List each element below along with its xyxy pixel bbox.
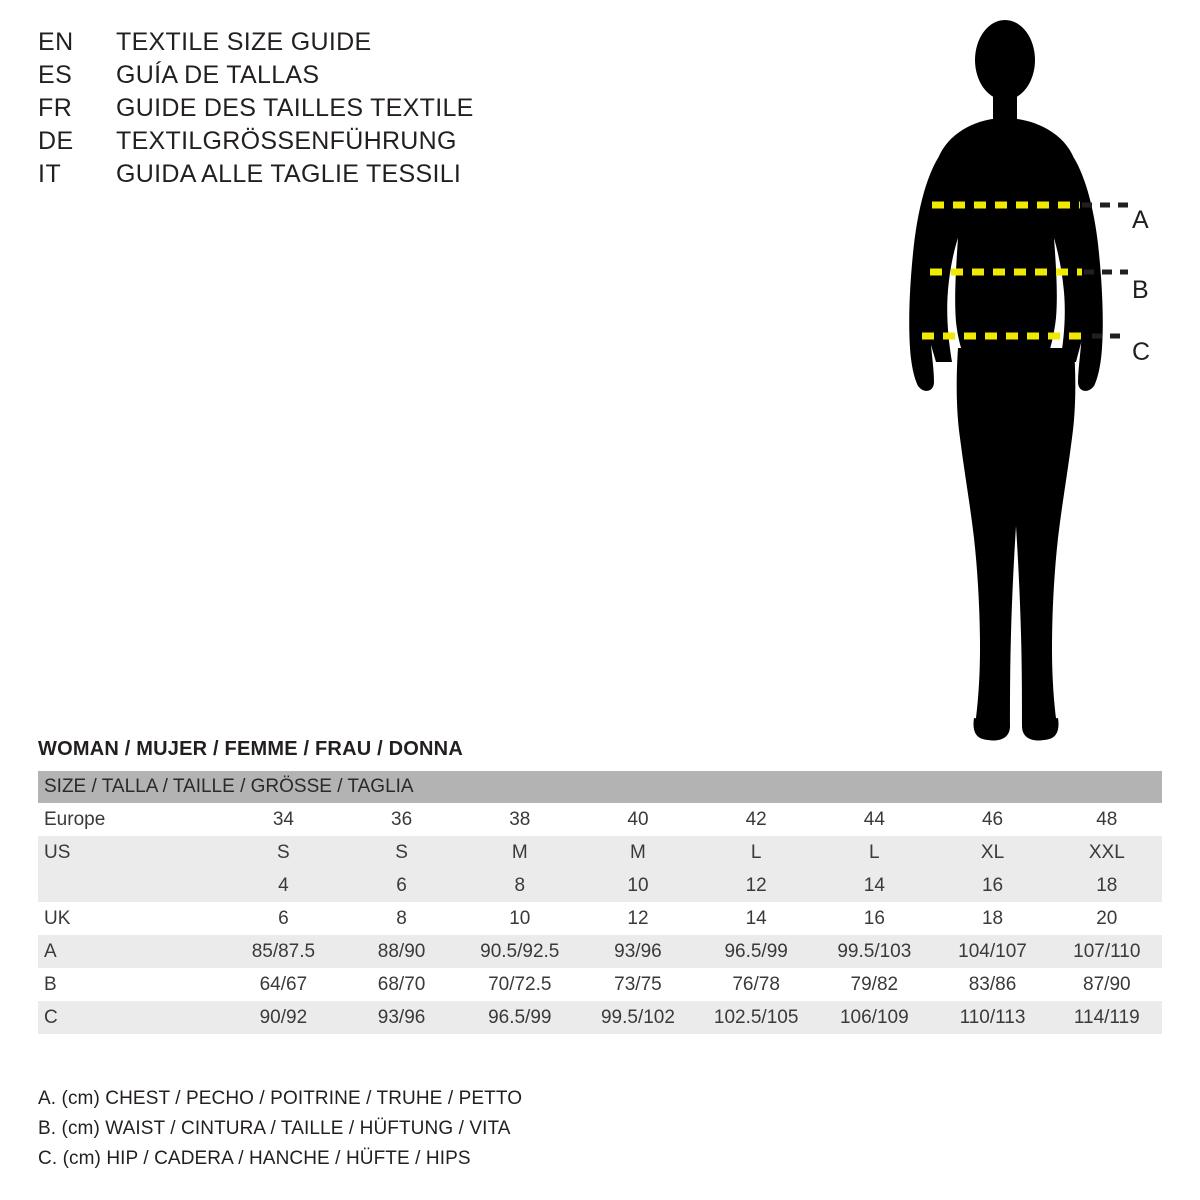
table-cell: 99.5/102 — [579, 1001, 697, 1034]
table-cell: 99.5/103 — [815, 935, 933, 968]
language-row — [38, 28, 598, 61]
table-cell: 83/86 — [933, 968, 1051, 1001]
table-cell: 96.5/99 — [461, 1001, 579, 1034]
table-cell: S — [342, 836, 460, 869]
language-code: ES — [38, 61, 73, 89]
language-code: IT — [38, 160, 62, 188]
row-label: US — [38, 836, 224, 869]
table-row — [38, 869, 1162, 902]
table-caption: WOMAN / MUJER / FEMME / FRAU / DONNA — [38, 738, 463, 760]
table-cell: 96.5/99 — [697, 935, 815, 968]
table-cell: 114/119 — [1052, 1001, 1162, 1034]
table-cell: 102.5/105 — [697, 1001, 815, 1034]
table-cell: 68/70 — [342, 968, 460, 1001]
table-cell: 8 — [342, 902, 460, 935]
language-code: FR — [38, 94, 73, 122]
table-row — [38, 803, 1162, 836]
table-cell: 6 — [342, 869, 460, 902]
table-cell: L — [697, 836, 815, 869]
table-cell: 14 — [697, 902, 815, 935]
table-cell: 12 — [579, 902, 697, 935]
row-label: A — [38, 935, 224, 968]
table-cell: 40 — [579, 803, 697, 836]
table-header-label: SIZE / TALLA / TAILLE / GRÖSSE / TAGLIA — [38, 771, 1162, 803]
table-cell: 48 — [1052, 803, 1162, 836]
table-cell: 70/72.5 — [461, 968, 579, 1001]
table-cell: L — [815, 836, 933, 869]
size-table — [38, 771, 1162, 1034]
table-cell: 76/78 — [697, 968, 815, 1001]
footnotes-block — [38, 1088, 838, 1178]
table-cell: XL — [933, 836, 1051, 869]
table-cell: 64/67 — [224, 968, 342, 1001]
table-cell: 20 — [1052, 902, 1162, 935]
table-cell: XXL — [1052, 836, 1162, 869]
table-cell: 46 — [933, 803, 1051, 836]
size-table-section — [38, 738, 1162, 1034]
table-cell: 34 — [224, 803, 342, 836]
language-row — [38, 127, 598, 160]
table-cell: 73/75 — [579, 968, 697, 1001]
language-code: EN — [38, 28, 74, 56]
language-row — [38, 61, 598, 94]
language-header-block — [38, 28, 598, 193]
table-cell: 87/90 — [1052, 968, 1162, 1001]
table-cell: 38 — [461, 803, 579, 836]
table-cell: 90/92 — [224, 1001, 342, 1034]
table-row — [38, 1001, 1162, 1034]
table-cell: 16 — [933, 869, 1051, 902]
table-cell: S — [224, 836, 342, 869]
table-row — [38, 968, 1162, 1001]
table-cell: 90.5/92.5 — [461, 935, 579, 968]
table-row — [38, 836, 1162, 869]
language-title: TEXTILE SIZE GUIDE — [116, 28, 372, 56]
table-cell: 4 — [224, 869, 342, 902]
table-cell: 10 — [579, 869, 697, 902]
table-row — [38, 902, 1162, 935]
row-label — [38, 869, 224, 902]
language-row — [38, 160, 598, 193]
footnote-chest: A. (cm) CHEST / PECHO / POITRINE / TRUHE / PETTO — [38, 1088, 523, 1109]
table-header-row — [38, 771, 1162, 803]
table-cell: 104/107 — [933, 935, 1051, 968]
row-label: Europe — [38, 803, 224, 836]
language-title: GUIDA ALLE TAGLIE TESSILI — [116, 160, 462, 188]
table-cell: 93/96 — [342, 1001, 460, 1034]
table-cell: M — [461, 836, 579, 869]
table-cell: 12 — [697, 869, 815, 902]
table-row — [38, 935, 1162, 968]
body-figure — [860, 18, 1180, 748]
table-cell: 93/96 — [579, 935, 697, 968]
table-cell: 110/113 — [933, 1001, 1051, 1034]
footnote-waist: B. (cm) WAIST / CINTURA / TAILLE / HÜFTUNG / VITA — [38, 1118, 511, 1139]
language-row — [38, 94, 598, 127]
measure-label-c: C — [1132, 338, 1151, 366]
table-cell: 18 — [933, 902, 1051, 935]
table-cell: 42 — [697, 803, 815, 836]
table-cell: 106/109 — [815, 1001, 933, 1034]
table-cell: 44 — [815, 803, 933, 836]
language-title: TEXTILGRÖSSENFÜHRUNG — [116, 127, 457, 155]
table-cell: 8 — [461, 869, 579, 902]
row-label: C — [38, 1001, 224, 1034]
table-cell: 85/87.5 — [224, 935, 342, 968]
table-cell: 79/82 — [815, 968, 933, 1001]
table-cell: 107/110 — [1052, 935, 1162, 968]
language-title: GUIDE DES TAILLES TEXTILE — [116, 94, 474, 122]
table-cell: M — [579, 836, 697, 869]
table-cell: 10 — [461, 902, 579, 935]
footnote-hip: C. (cm) HIP / CADERA / HANCHE / HÜFTE / HIPS — [38, 1148, 471, 1169]
table-cell: 18 — [1052, 869, 1162, 902]
row-label: B — [38, 968, 224, 1001]
female-silhouette-icon — [860, 18, 1180, 748]
table-cell: 88/90 — [342, 935, 460, 968]
table-cell: 16 — [815, 902, 933, 935]
language-title: GUÍA DE TALLAS — [116, 61, 320, 89]
table-cell: 14 — [815, 869, 933, 902]
measure-label-b: B — [1132, 276, 1149, 304]
table-cell: 36 — [342, 803, 460, 836]
language-code: DE — [38, 127, 74, 155]
measure-label-a: A — [1132, 206, 1149, 234]
table-cell: 6 — [224, 902, 342, 935]
row-label: UK — [38, 902, 224, 935]
